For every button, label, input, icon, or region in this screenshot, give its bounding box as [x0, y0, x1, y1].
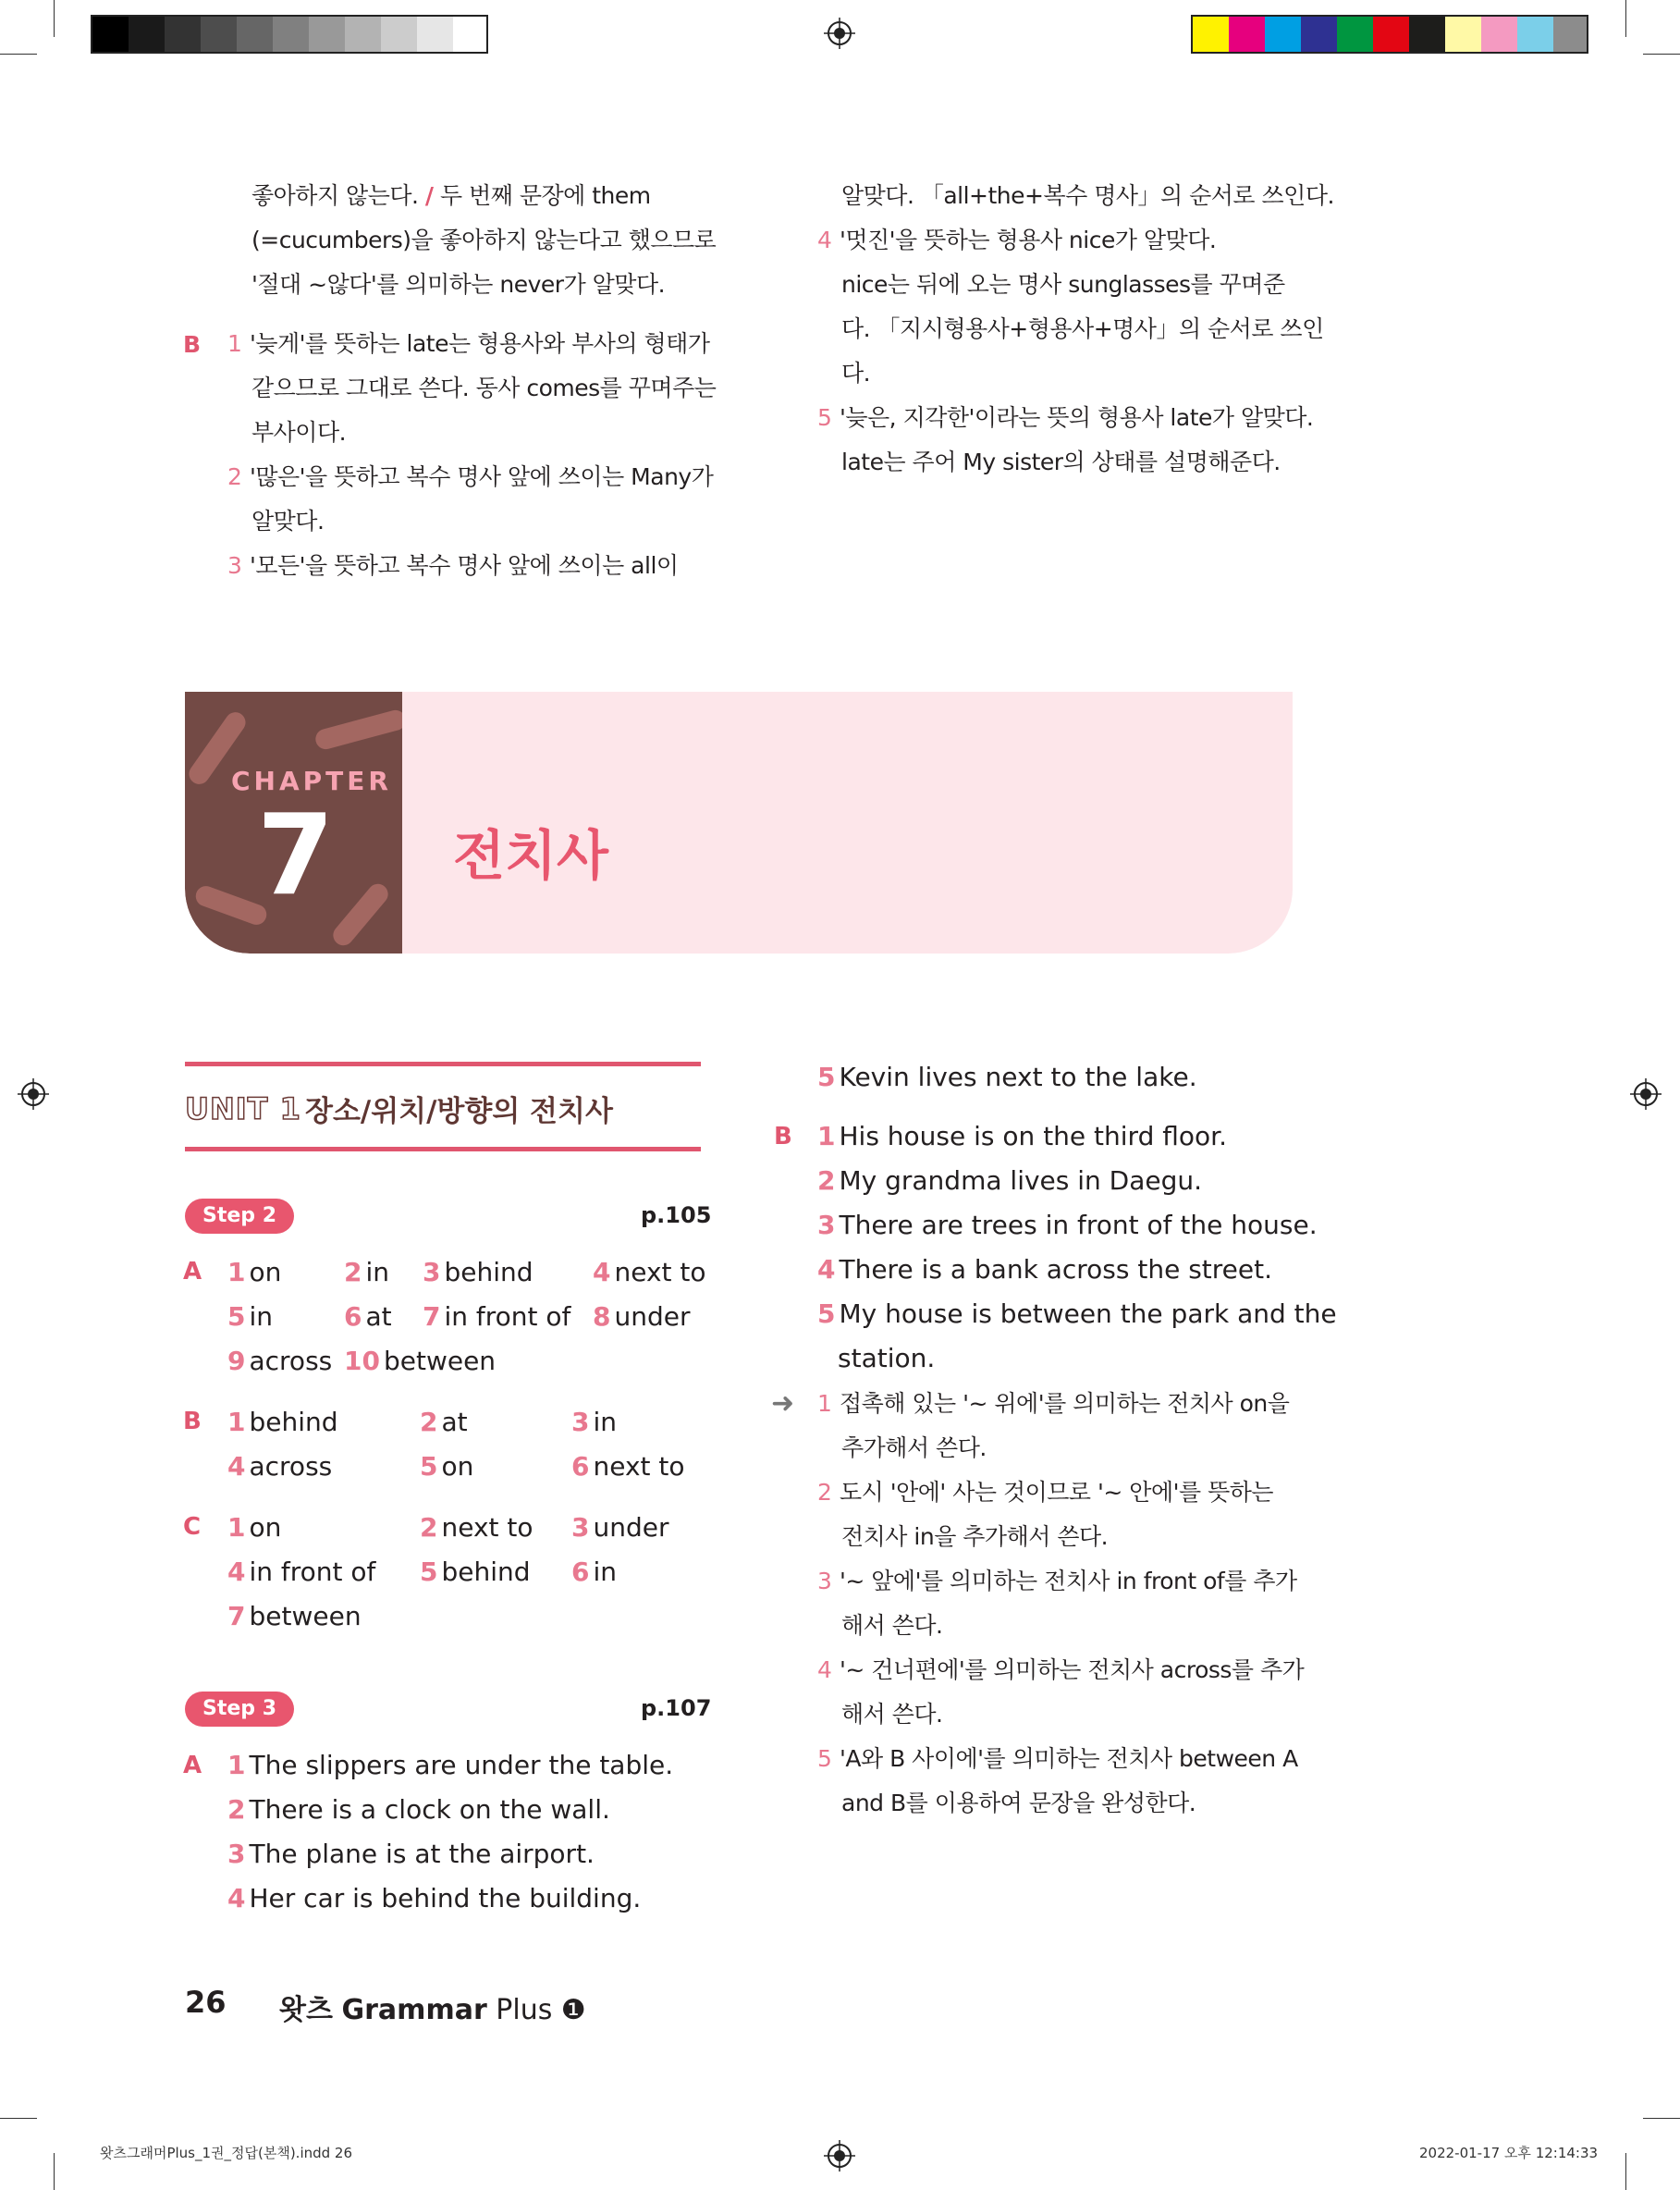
answer-item: 2 There is a clock on the wall. — [227, 1794, 610, 1825]
list-item: 1 접촉해 있는 '~ 위에'를 의미하는 전치사 on을 — [817, 1390, 1290, 1417]
text-line: 전치사 in을 추가해서 쓴다. — [841, 1523, 1109, 1550]
answer-item: 1 behind — [227, 1407, 338, 1437]
answer-item-continued: station. — [838, 1343, 936, 1373]
unit-bottom-rule — [185, 1147, 701, 1151]
crop-mark — [1625, 2153, 1626, 2190]
arrow-right-icon: ➜ — [771, 1387, 795, 1420]
registration-mark-icon — [18, 1078, 49, 1110]
answer-item: 3 in — [571, 1407, 618, 1437]
answer-item: 6 at — [344, 1301, 392, 1332]
section-letter: C — [183, 1513, 202, 1541]
volume-icon: ❶ — [560, 1994, 586, 2026]
step3-page-ref: p.107 — [641, 1695, 712, 1721]
slash-divider: / — [424, 182, 434, 209]
text-line: nice는 뒤에 오는 명사 sunglasses를 꾸며준 — [841, 271, 1285, 298]
answer-item: 3 The plane is at the airport. — [227, 1839, 595, 1869]
text-line: 추가해서 쓴다. — [841, 1434, 987, 1461]
answer-item: 7 in front of — [423, 1301, 571, 1332]
text-line: late는 주어 My sister의 상태를 설명해준다. — [841, 449, 1281, 475]
crop-mark — [1643, 2118, 1680, 2119]
top-left-items — [227, 322, 716, 588]
step2-page-ref: p.105 — [641, 1202, 712, 1228]
chapter-label: CHAPTER — [231, 766, 392, 796]
answer-item: 4 Her car is behind the building. — [227, 1883, 642, 1913]
answer-item: 6 next to — [571, 1451, 685, 1482]
answer-item: 8 under — [593, 1301, 691, 1332]
step3-notes — [817, 1382, 1304, 1826]
answer-item: 5 My house is between the park and the — [817, 1298, 1337, 1329]
answer-item: 3 under — [571, 1512, 669, 1543]
color-bar — [1191, 15, 1588, 54]
list-item: 4 '멋진'을 뜻하는 형용사 nice가 알맞다. — [817, 227, 1217, 253]
top-left-explanations — [251, 174, 716, 307]
answer-item: 5 Kevin lives next to the lake. — [817, 1062, 1197, 1092]
text-line: 좋아하지 않는다. / 두 번째 문장에 them — [251, 182, 651, 209]
list-item: 4 '~ 건너편에'를 의미하는 전치사 across를 추가 — [817, 1656, 1305, 1683]
crop-mark — [1643, 54, 1680, 55]
answer-item: 1 The slippers are under the table. — [227, 1750, 674, 1780]
decorative-stick — [329, 880, 392, 949]
slug-date: 2022-01-17 오후 12:14:33 — [1419, 2145, 1599, 2161]
crop-mark — [1625, 0, 1626, 37]
answer-item: 4 next to — [593, 1257, 706, 1287]
list-item: 2 '많은'을 뜻하고 복수 명사 앞에 쓰이는 Many가 — [227, 463, 714, 490]
answer-item: 9 across — [227, 1346, 333, 1376]
unit-title: 장소/위치/방향의 전치사 — [305, 1095, 613, 1128]
page-number: 26 — [185, 1985, 227, 2020]
crop-mark — [0, 54, 37, 55]
answer-item: 10 between — [344, 1346, 497, 1376]
text-line: 알맞다. — [251, 508, 325, 535]
step2-pill: Step 2 — [185, 1199, 294, 1234]
crop-mark — [54, 2153, 55, 2190]
list-item: 1 '늦게'를 뜻하는 late는 형용사와 부사의 형태가 — [227, 330, 710, 357]
slug-file: 왓츠그래머Plus_1권_정답(본책).indd 26 — [100, 2145, 353, 2161]
registration-mark-icon — [1630, 1078, 1662, 1110]
answer-item: 6 in — [571, 1556, 618, 1587]
crop-mark — [0, 2118, 37, 2119]
answer-item: 3 behind — [423, 1257, 533, 1287]
text-line: 해서 쓴다. — [841, 1612, 943, 1639]
decorative-stick — [313, 707, 402, 751]
text-line: 다. 「지시형용사+형용사+명사」의 순서로 쓰인 — [841, 315, 1324, 342]
answer-item: 2 at — [420, 1407, 468, 1437]
step3-pill: Step 3 — [185, 1692, 294, 1727]
section-letter: B — [183, 331, 202, 358]
answer-item: 2 in — [344, 1257, 390, 1287]
chapter-number: 7 — [257, 792, 335, 920]
list-item: 5 '늦은, 지각한'이라는 뜻의 형용사 late가 알맞다. — [817, 404, 1314, 431]
unit-top-rule — [185, 1062, 701, 1066]
chapter-banner — [185, 692, 1293, 954]
section-letter: B — [183, 1408, 202, 1435]
answer-item: 1 His house is on the third floor. — [817, 1121, 1227, 1151]
text-line: '절대 ~않다'를 의미하는 never가 알맞다. — [251, 271, 666, 298]
answer-item: 5 on — [420, 1451, 474, 1482]
answer-item: 4 across — [227, 1451, 333, 1482]
chapter-badge — [185, 692, 402, 954]
registration-mark-icon — [824, 2140, 855, 2172]
chapter-title: 전치사 — [453, 824, 609, 887]
crop-mark — [54, 0, 55, 37]
text-line: 같으므로 그대로 쓴다. 동사 comes를 꾸며주는 — [251, 375, 717, 401]
unit-tag: UNIT 1 — [185, 1091, 301, 1126]
text-line: (=cucumbers)을 좋아하지 않는다고 했으므로 — [251, 227, 717, 253]
list-item: 5 'A와 B 사이에'를 의미하는 전치사 between A — [817, 1745, 1298, 1772]
book-title: 왓츠 Grammar Plus ❶ — [279, 1994, 586, 2026]
text-line: and B를 이용하여 문장을 완성한다. — [841, 1790, 1196, 1816]
answer-item: 4 There is a bank across the street. — [817, 1254, 1273, 1285]
section-letter: A — [183, 1258, 202, 1286]
section-letter: A — [183, 1752, 202, 1779]
text-line: 부사이다. — [251, 419, 347, 446]
text-line: 다. — [841, 360, 871, 387]
answer-item: 2 next to — [420, 1512, 533, 1543]
text-line: 해서 쓴다. — [841, 1701, 943, 1728]
answer-item: 3 There are trees in front of the house. — [817, 1210, 1318, 1240]
answer-item: 5 in — [227, 1301, 274, 1332]
grayscale-bar — [91, 15, 488, 54]
answer-item: 7 between — [227, 1601, 362, 1631]
text-line: 알맞다. 「all+the+복수 명사」의 순서로 쓰인다. — [841, 182, 1334, 209]
top-right-explanations — [817, 174, 1334, 485]
answer-item: 4 in front of — [227, 1556, 376, 1587]
list-item: 3 '~ 앞에'를 의미하는 전치사 in front of를 추가 — [817, 1568, 1297, 1594]
answer-item: 1 on — [227, 1257, 282, 1287]
answer-item: 2 My grandma lives in Daegu. — [817, 1165, 1203, 1196]
list-item: 3 '모든'을 뜻하고 복수 명사 앞에 쓰이는 all이 — [227, 552, 679, 579]
answer-item: 1 on — [227, 1512, 282, 1543]
section-letter: B — [774, 1123, 792, 1150]
list-item: 2 도시 '안에' 사는 것이므로 '~ 안에'를 뜻하는 — [817, 1479, 1274, 1506]
registration-mark-icon — [824, 18, 855, 49]
answer-item: 5 behind — [420, 1556, 531, 1587]
